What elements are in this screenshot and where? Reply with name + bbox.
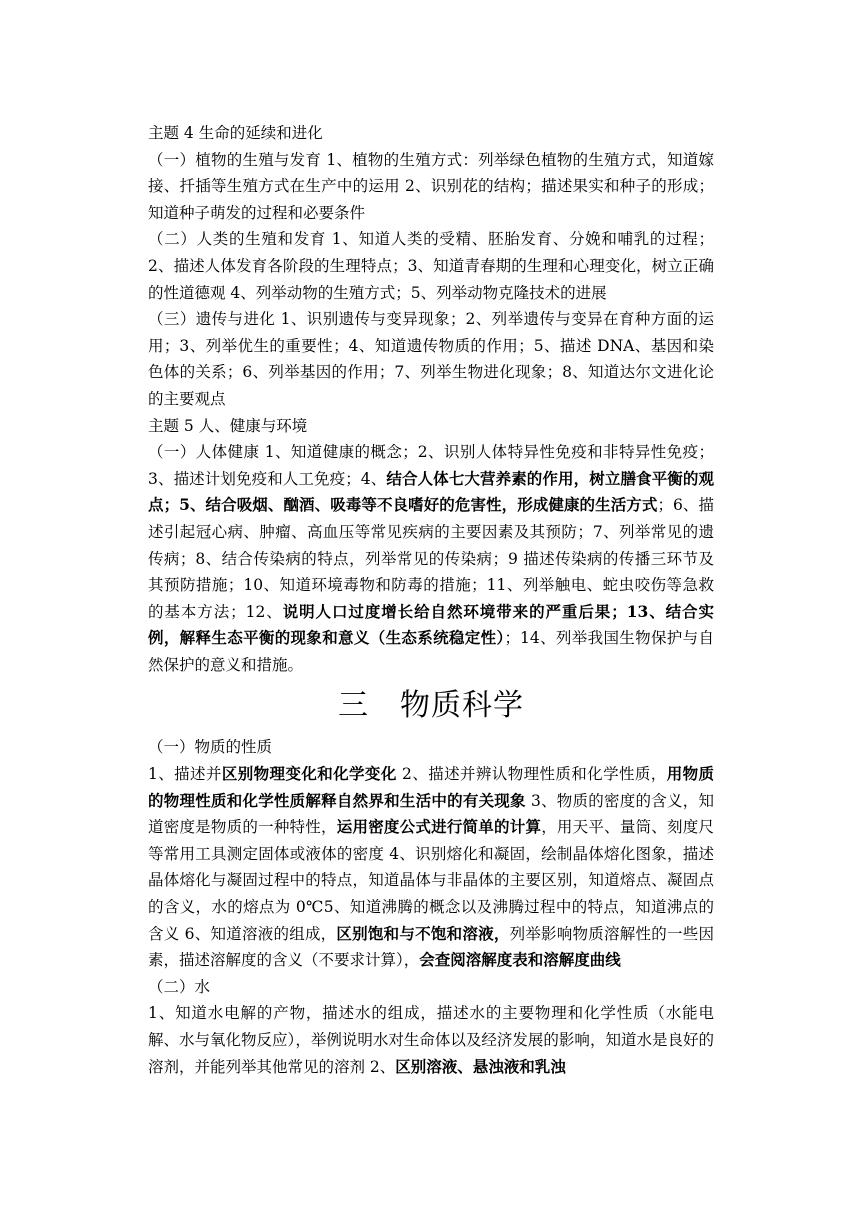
theme5-section-health [148, 439, 714, 678]
subsection-title-properties: （一）物质的性质 [148, 738, 273, 757]
subsection-properties-body [148, 761, 714, 974]
text-run: ，用天平、量筒、刻度尺等常用工具测定固体或液体的密度 4、识别熔化和凝固，绘制晶体熔化图象，描述晶体熔化与凝固过程中的特点，知道晶体与非晶体的主要区别，知道熔点、凝固点的含义，水的熔点为 0℃5、知道沸腾的概念以及沸腾过程中的特点，知道沸点的含义 6、知道溶液的组成， [148, 818, 714, 943]
theme4-title: 主题 4 生命的延续和进化 [148, 124, 323, 142]
text-run: ；14、列举我国生物保护与自然保护的意义和措施。 [148, 629, 714, 674]
text-run: 3、物质的密度的含义，知道密度是物质的一种特性， [148, 791, 714, 837]
subsection-title-water: （二）水 [148, 977, 211, 996]
bold-text-run: 会查阅溶解度表和溶解度曲线 [419, 950, 621, 970]
text-run: 列举影响物质溶解性的一些因素，描述溶解度的含义（不要求计算）， [148, 924, 714, 970]
theme5-title: 主题 5 人、健康与环境 [148, 416, 308, 435]
section-heading-material-science: 三 物质科学 [338, 688, 524, 724]
subsection-water-body [148, 1000, 714, 1080]
bold-text-run: 用物质的物理性质和化学性质解释自然界和生活中的有关现象 [148, 764, 714, 810]
theme4-section-plant-reproduction: （一）植物的生殖与发育 1、植物的生殖方式：列举绿色植物的生殖方式，知道嫁接、扦插等生殖方式在生产中的运用 2、识别花的结构；描述果实和种子的形成；知道种子萌发的过程和必要条件 [148, 150, 714, 222]
text-run: （一）人体健康 1、知道健康的概念；2、识别人体特异性免疫和非特异性免疫；3、描述计划免疫和人工免疫；4、 [148, 443, 714, 488]
text-run: 2、描述并辨认物理性质和化学性质， [396, 765, 667, 784]
document-body [148, 120, 714, 1080]
theme4-section-human-reproduction: （二）人类的生殖和发育 1、知道人类的受精、胚胎发育、分娩和哺乳的过程；2、描述人体发育各阶段的生理特点；3、知道青春期的生理和心理变化，树立正确的性道德观 4、列举动物的生殖方式；5、列举动物克隆技术的进展 [148, 230, 714, 302]
bold-text-run: 区别物理变化和化学变化 [221, 764, 397, 784]
theme4-section-heredity-evolution: （三）遗传与进化 1、识别遗传与变异现象；2、列举遗传与变异在育种方面的运用；3、列举优生的重要性；4、知道遗传物质的作用；5、描述 DNA、基因和染色体的关系；6、列举基因的作用；7、列举生物进化现象；8、知道达尔文进化论的主要观点 [148, 310, 714, 408]
text-run: 1、知道水电解的产物，描述水的组成，描述水的主要物理和化学性质（水能电解、水与氧化物反应），举例说明水对生命体以及经济发展的影响，知道水是良好的溶剂，并能列举其他常见的溶剂 2、 [148, 1004, 714, 1076]
text-run: ；6、描述引起冠心病、肿瘤、高血压等常见疾病的主要因素及其预防；7、列举常见的遗传病；8、结合传染病的特点，列举常见的传染病；9 描述传染病的传播三环节及其预防措施；10、知道环境毒物和防毒的措施；11、列举触电、蛇虫咬伤等急救的基本方法；12、 [148, 496, 714, 621]
bold-text-run: 区别饱和与不饱和溶液， [336, 923, 510, 943]
text-run: 1、描述并 [148, 765, 222, 784]
bold-text-run: 运用密度公式进行简单的计算 [336, 817, 542, 837]
bold-text-run: 结合人体七大营养素的作用，树立膳食平衡的观点；5、结合吸烟、酗酒、吸毒等不良嗜好的危害性，形成健康的生活方式 [148, 468, 714, 515]
bold-text-run: 说明人口过度增长给自然环境带来的严重后果；13、结合实例，解释生态平衡的现象和意义（生态系统稳定性） [148, 601, 714, 648]
bold-text-run: 区别溶液、悬浊液和乳浊 [395, 1056, 566, 1076]
